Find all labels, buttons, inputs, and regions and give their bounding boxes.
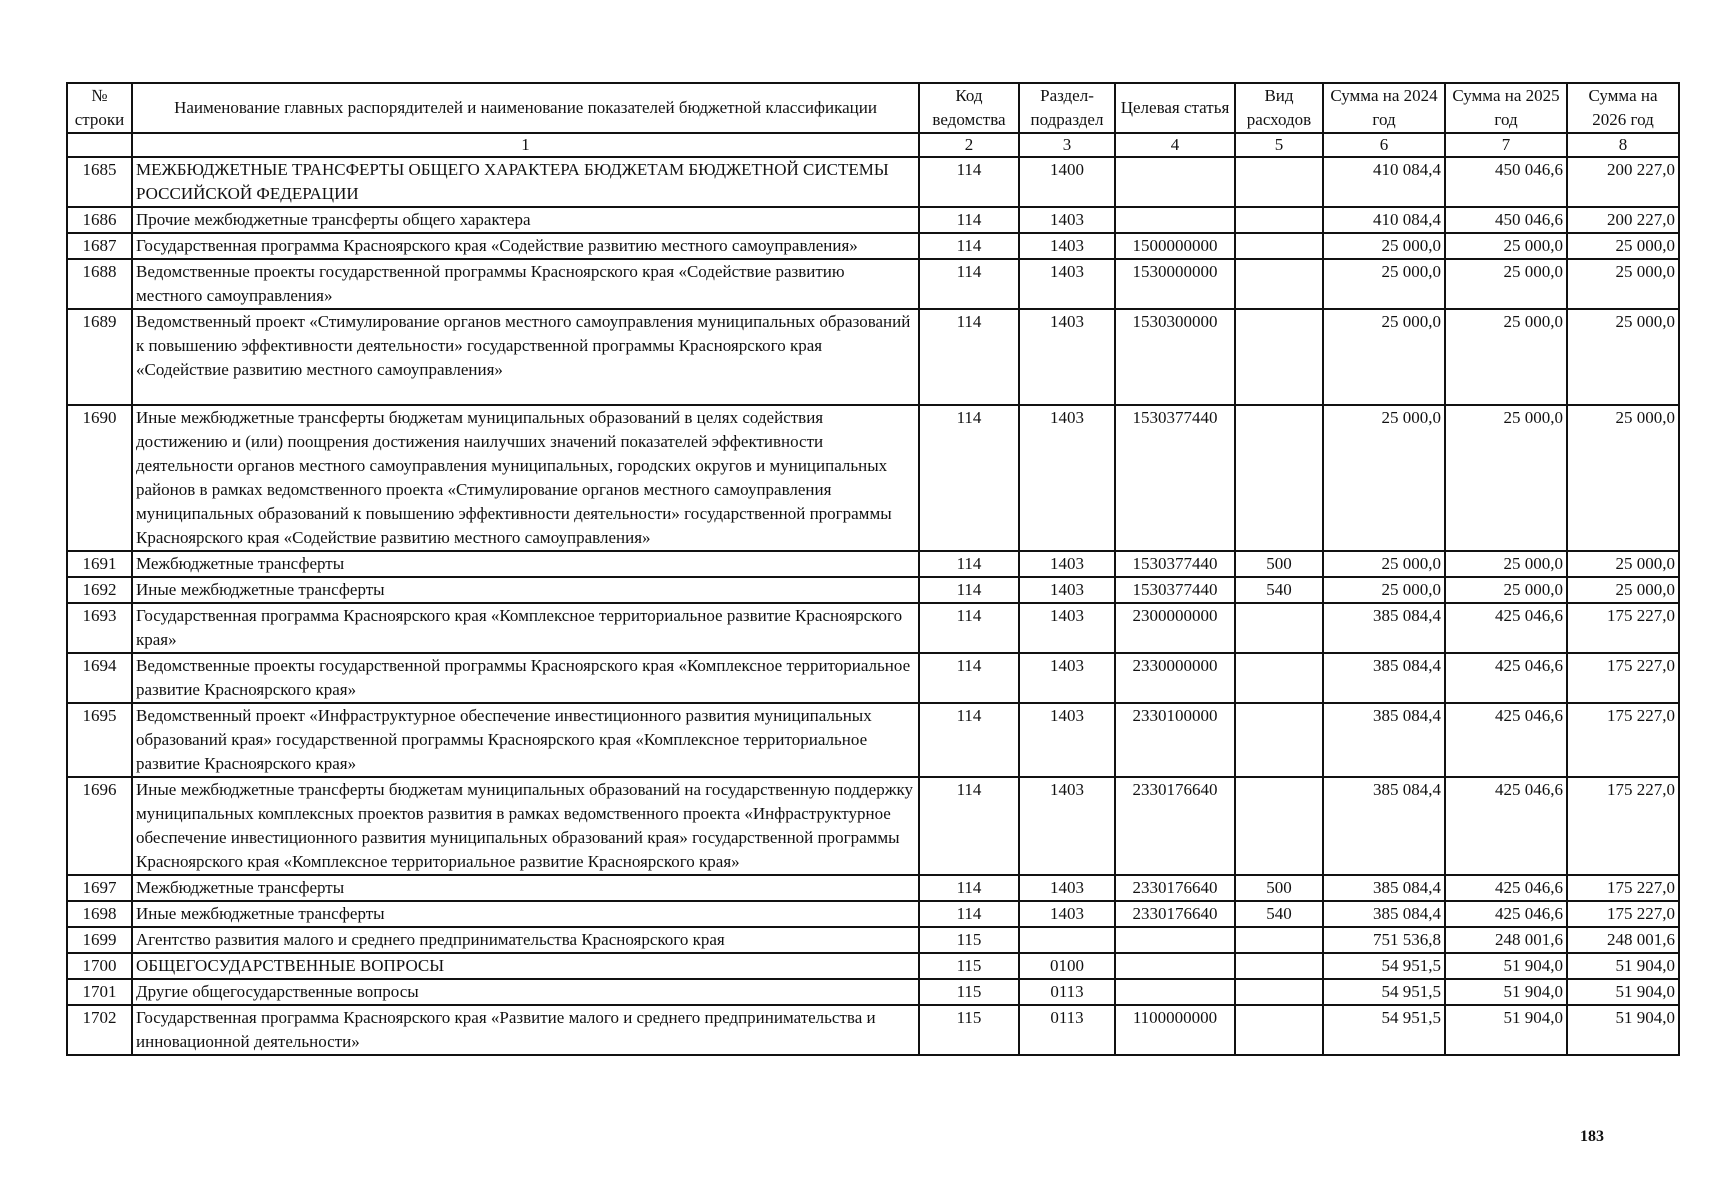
row-dept-code: 114 [919,405,1019,551]
row-sum-2025: 248 001,6 [1445,927,1567,953]
row-sum-2024: 410 084,4 [1323,207,1445,233]
row-dept-code: 115 [919,979,1019,1005]
table-row [67,309,1679,405]
row-name: ОБЩЕГОСУДАРСТВЕННЫЕ ВОПРОСЫ [132,953,919,979]
row-target: 1530000000 [1115,259,1235,309]
row-target: 1530377440 [1115,577,1235,603]
row-target [1115,979,1235,1005]
row-sum-2025: 450 046,6 [1445,207,1567,233]
row-section: 1403 [1019,901,1115,927]
row-sum-2026: 175 227,0 [1567,653,1679,703]
row-name: Государственная программа Красноярского края «Комплексное территориальное развитие Красноярского края» [132,603,919,653]
row-target [1115,157,1235,207]
row-sum-2026: 25 000,0 [1567,233,1679,259]
header-sum-2026: Сумма на 2026 год [1567,83,1679,133]
row-sum-2025: 51 904,0 [1445,953,1567,979]
row-dept-code: 114 [919,309,1019,405]
row-number: 1695 [67,703,132,777]
row-sum-2026: 25 000,0 [1567,551,1679,577]
row-sum-2025: 25 000,0 [1445,233,1567,259]
table-row [67,577,1679,603]
row-expense-type [1235,953,1323,979]
row-section: 1403 [1019,233,1115,259]
table-row [67,777,1679,875]
row-sum-2026: 175 227,0 [1567,777,1679,875]
row-expense-type [1235,777,1323,875]
header-target: Целевая статья [1115,83,1235,133]
row-target: 2300000000 [1115,603,1235,653]
row-target: 2330176640 [1115,777,1235,875]
row-name: Иные межбюджетные трансферты [132,577,919,603]
row-name: Межбюджетные трансферты [132,875,919,901]
row-dept-code: 115 [919,953,1019,979]
column-number-row [67,133,1679,157]
row-sum-2025: 25 000,0 [1445,405,1567,551]
row-name: Иные межбюджетные трансферты бюджетам муниципальных образований в целях содействия достижению и (или) поощрения достижения наилучших значений показателей эффективности деятельности органов местного самоуправления муниципальных, городских округов и муниципальных районов в рамках ведомственного проекта «Стимулирование органов местного самоуправления муниципальных образований к повышению эффективности деятельности» государственной программы Красноярского края «Содействие развитию местного самоуправления» [132,405,919,551]
row-section: 1403 [1019,603,1115,653]
row-number: 1696 [67,777,132,875]
row-number: 1688 [67,259,132,309]
column-number: 7 [1445,133,1567,157]
header-section: Раздел-подраздел [1019,83,1115,133]
row-expense-type [1235,259,1323,309]
row-expense-type [1235,653,1323,703]
row-expense-type [1235,603,1323,653]
row-section: 1403 [1019,777,1115,875]
table-row [67,233,1679,259]
row-dept-code: 114 [919,901,1019,927]
row-number: 1689 [67,309,132,405]
row-name: МЕЖБЮДЖЕТНЫЕ ТРАНСФЕРТЫ ОБЩЕГО ХАРАКТЕРА БЮДЖЕТАМ БЮДЖЕТНОЙ СИСТЕМЫ РОССИЙСКОЙ ФЕДЕРАЦИИ [132,157,919,207]
column-number-blank [67,133,132,157]
row-sum-2024: 54 951,5 [1323,1005,1445,1055]
table-row [67,603,1679,653]
row-section: 0113 [1019,1005,1115,1055]
row-sum-2024: 385 084,4 [1323,875,1445,901]
table-body [67,157,1679,1055]
row-target: 2330176640 [1115,875,1235,901]
table-row [67,207,1679,233]
row-number: 1690 [67,405,132,551]
row-number: 1702 [67,1005,132,1055]
row-sum-2025: 25 000,0 [1445,551,1567,577]
row-target [1115,953,1235,979]
table-row [67,405,1679,551]
row-target: 1530377440 [1115,405,1235,551]
row-sum-2024: 385 084,4 [1323,703,1445,777]
row-name: Иные межбюджетные трансферты бюджетам муниципальных образований на государственную поддержку муниципальных комплексных проектов развития в рамках ведомственного проекта «Инфраструктурное обеспечение инвестиционного развития муниципальных образований края» государственной программы Красноярского края «Комплексное территориальное развитие Красноярского края» [132,777,919,875]
row-dept-code: 114 [919,207,1019,233]
row-dept-code: 114 [919,259,1019,309]
row-section: 1403 [1019,259,1115,309]
row-sum-2025: 425 046,6 [1445,603,1567,653]
row-number: 1698 [67,901,132,927]
row-dept-code: 114 [919,603,1019,653]
header-name: Наименование главных распорядителей и наименование показателей бюджетной классификации [132,83,919,133]
row-sum-2025: 425 046,6 [1445,777,1567,875]
column-number: 6 [1323,133,1445,157]
row-expense-type: 540 [1235,901,1323,927]
row-expense-type: 500 [1235,551,1323,577]
row-name: Ведомственные проекты государственной программы Красноярского края «Содействие развитию местного самоуправления» [132,259,919,309]
row-expense-type [1235,233,1323,259]
table-row [67,901,1679,927]
row-sum-2025: 425 046,6 [1445,875,1567,901]
row-target: 1100000000 [1115,1005,1235,1055]
table-row [67,653,1679,703]
row-number: 1686 [67,207,132,233]
table-row [67,1005,1679,1055]
row-sum-2025: 425 046,6 [1445,703,1567,777]
column-number: 4 [1115,133,1235,157]
row-sum-2025: 25 000,0 [1445,309,1567,405]
row-name: Прочие межбюджетные трансферты общего характера [132,207,919,233]
row-sum-2025: 25 000,0 [1445,577,1567,603]
row-sum-2026: 175 227,0 [1567,875,1679,901]
row-section: 0113 [1019,979,1115,1005]
row-target: 2330100000 [1115,703,1235,777]
row-expense-type [1235,405,1323,551]
page-number: 183 [1580,1128,1604,1145]
row-sum-2026: 248 001,6 [1567,927,1679,953]
row-expense-type: 500 [1235,875,1323,901]
table-row [67,259,1679,309]
table-header [67,83,1679,157]
row-name: Межбюджетные трансферты [132,551,919,577]
row-dept-code: 114 [919,577,1019,603]
row-dept-code: 114 [919,233,1019,259]
row-sum-2026: 175 227,0 [1567,901,1679,927]
row-expense-type [1235,157,1323,207]
row-sum-2026: 175 227,0 [1567,603,1679,653]
table-row [67,703,1679,777]
row-number: 1685 [67,157,132,207]
table-row [67,551,1679,577]
row-sum-2024: 25 000,0 [1323,551,1445,577]
row-number: 1701 [67,979,132,1005]
row-sum-2024: 385 084,4 [1323,777,1445,875]
header-sum-2025: Сумма на 2025 год [1445,83,1567,133]
row-expense-type [1235,309,1323,405]
row-sum-2025: 25 000,0 [1445,259,1567,309]
row-sum-2024: 25 000,0 [1323,577,1445,603]
row-sum-2026: 25 000,0 [1567,577,1679,603]
row-expense-type [1235,927,1323,953]
row-sum-2024: 54 951,5 [1323,979,1445,1005]
row-expense-type [1235,1005,1323,1055]
budget-sheet [66,82,1678,1056]
header-row [67,83,1679,133]
header-sum-2024: Сумма на 2024 год [1323,83,1445,133]
row-dept-code: 114 [919,875,1019,901]
row-sum-2026: 51 904,0 [1567,953,1679,979]
row-name: Ведомственные проекты государственной программы Красноярского края «Комплексное территориальное развитие Красноярского края» [132,653,919,703]
row-sum-2024: 751 536,8 [1323,927,1445,953]
row-number: 1687 [67,233,132,259]
row-sum-2024: 54 951,5 [1323,953,1445,979]
row-dept-code: 114 [919,653,1019,703]
table-row [67,927,1679,953]
row-sum-2024: 25 000,0 [1323,233,1445,259]
row-sum-2024: 385 084,4 [1323,603,1445,653]
header-expense-type: Вид расходов [1235,83,1323,133]
row-target [1115,207,1235,233]
table-row [67,979,1679,1005]
row-sum-2025: 425 046,6 [1445,653,1567,703]
row-sum-2026: 200 227,0 [1567,207,1679,233]
row-name: Государственная программа Красноярского края «Содействие развитию местного самоуправления» [132,233,919,259]
row-name: Иные межбюджетные трансферты [132,901,919,927]
row-section: 1403 [1019,653,1115,703]
row-sum-2024: 25 000,0 [1323,405,1445,551]
row-dept-code: 115 [919,927,1019,953]
row-dept-code: 114 [919,777,1019,875]
row-sum-2024: 410 084,4 [1323,157,1445,207]
row-number: 1692 [67,577,132,603]
row-sum-2026: 51 904,0 [1567,1005,1679,1055]
row-number: 1699 [67,927,132,953]
row-section [1019,927,1115,953]
header-dept-code: Код ведомства [919,83,1019,133]
row-number: 1697 [67,875,132,901]
row-section: 1403 [1019,551,1115,577]
column-number: 1 [132,133,919,157]
row-section: 1403 [1019,309,1115,405]
table-row [67,953,1679,979]
row-sum-2026: 25 000,0 [1567,405,1679,551]
row-name: Государственная программа Красноярского края «Развитие малого и среднего предпринимательства и инновационной деятельности» [132,1005,919,1055]
row-expense-type [1235,207,1323,233]
row-sum-2026: 200 227,0 [1567,157,1679,207]
row-sum-2025: 51 904,0 [1445,1005,1567,1055]
row-dept-code: 114 [919,703,1019,777]
row-expense-type [1235,979,1323,1005]
row-number: 1691 [67,551,132,577]
row-sum-2025: 450 046,6 [1445,157,1567,207]
row-number: 1693 [67,603,132,653]
row-sum-2024: 385 084,4 [1323,901,1445,927]
row-section: 1400 [1019,157,1115,207]
row-target: 1530300000 [1115,309,1235,405]
row-section: 1403 [1019,577,1115,603]
row-sum-2026: 51 904,0 [1567,979,1679,1005]
row-section: 1403 [1019,703,1115,777]
column-number: 2 [919,133,1019,157]
row-dept-code: 115 [919,1005,1019,1055]
row-dept-code: 114 [919,157,1019,207]
row-target [1115,927,1235,953]
row-sum-2026: 175 227,0 [1567,703,1679,777]
row-section: 1403 [1019,405,1115,551]
column-number: 3 [1019,133,1115,157]
table-row [67,157,1679,207]
row-target: 1530377440 [1115,551,1235,577]
row-sum-2024: 25 000,0 [1323,259,1445,309]
row-target: 2330000000 [1115,653,1235,703]
row-number: 1700 [67,953,132,979]
row-section: 0100 [1019,953,1115,979]
row-section: 1403 [1019,207,1115,233]
row-target: 1500000000 [1115,233,1235,259]
row-sum-2025: 425 046,6 [1445,901,1567,927]
row-number: 1694 [67,653,132,703]
row-sum-2024: 385 084,4 [1323,653,1445,703]
row-section: 1403 [1019,875,1115,901]
row-expense-type: 540 [1235,577,1323,603]
column-number: 5 [1235,133,1323,157]
row-name: Другие общегосударственные вопросы [132,979,919,1005]
row-expense-type [1235,703,1323,777]
row-sum-2024: 25 000,0 [1323,309,1445,405]
row-name: Ведомственный проект «Стимулирование органов местного самоуправления муниципальных образований к повышению эффективности деятельности» государственной программы Красноярского края «Содействие развитию местного самоуправления» [132,309,919,405]
row-sum-2026: 25 000,0 [1567,309,1679,405]
row-name: Ведомственный проект «Инфраструктурное обеспечение инвестиционного развития муниципальных образований края» государственной программы Красноярского края «Комплексное территориальное развитие Красноярского края» [132,703,919,777]
header-row-no: № строки [67,83,132,133]
column-number: 8 [1567,133,1679,157]
table-row [67,875,1679,901]
row-sum-2026: 25 000,0 [1567,259,1679,309]
row-dept-code: 114 [919,551,1019,577]
row-target: 2330176640 [1115,901,1235,927]
row-sum-2025: 51 904,0 [1445,979,1567,1005]
budget-table [66,82,1680,1056]
row-name: Агентство развития малого и среднего предпринимательства Красноярского края [132,927,919,953]
